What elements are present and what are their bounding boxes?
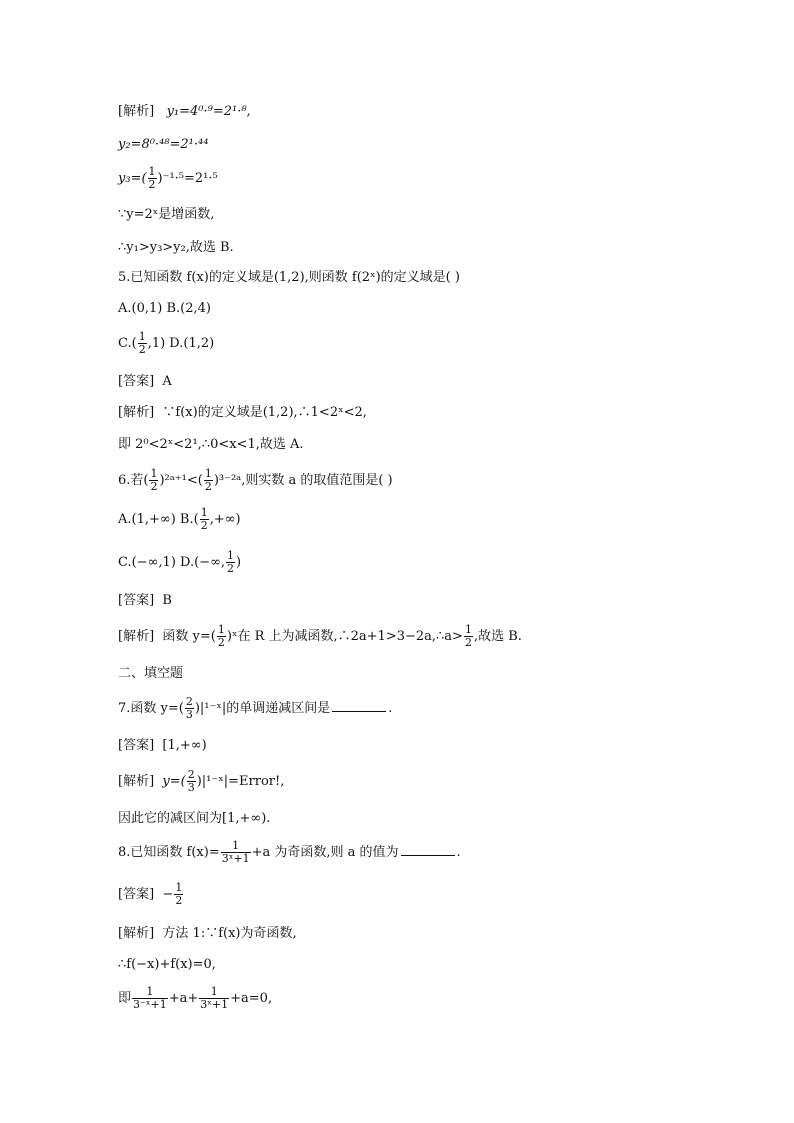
answer-line: [答案] [1,+∞) — [118, 738, 207, 753]
explanation-line: 因此它的减区间为[1,+∞). — [118, 811, 271, 826]
fraction: $\frac{1}{2}$ — [175, 881, 183, 907]
explanation-line: [解析] ∵f(x)的定义域是(1,2),∴1<2ˣ<2, — [118, 405, 367, 420]
math-line: ∵y=2ˣ是增函数, — [118, 207, 215, 222]
options-line: A.(1,+∞) B.( $\frac{1}{2}$ ,+∞) — [118, 506, 241, 532]
question-7: 7.函数 y=( $\frac{2}{3}$ )|¹⁻ˣ|的单调递减区间是 . — [118, 695, 393, 721]
question-8: 8.已知函数 f(x)= $\frac{1}{\text{3ˣ+1}}$ +a 为奇函数,则 a 的值为 . — [118, 839, 461, 865]
answer-line: [答案] B — [118, 593, 172, 608]
answer-blank — [332, 701, 386, 712]
explanation-line: [解析] 函数 y=( $\frac{1}{2}$ )ˣ在 R 上为减函数,∴2a+1>3−2a,∴a> $\frac{1}{2}$ ,故选 B. — [118, 623, 522, 649]
question-5: 5.已知函数 f(x)的定义域是(1,2),则函数 f(2ˣ)的定义域是( ) — [118, 270, 460, 285]
fraction: $\frac{1}{2}$ — [217, 623, 225, 649]
fraction: $\frac{1}{2}$ — [227, 549, 235, 575]
fraction: $\frac{1}{2}$ — [200, 506, 208, 532]
fraction: $\frac{1}{2}$ — [464, 623, 472, 649]
math-line: ∴y₁>y₃>y₂,故选 B. — [118, 240, 234, 255]
fraction: $\frac{1}{\text{3ˣ+1}}$ — [221, 839, 250, 865]
fraction: $\frac{1}{2}$ — [150, 467, 158, 493]
fraction: $\frac{1}{2}$ — [138, 330, 146, 356]
explanation-line: [解析] 方法 1:∵f(x)为奇函数, — [118, 926, 297, 941]
answer-line: [答案] A — [118, 374, 172, 389]
fraction: $\frac{1}{2}$ — [148, 165, 156, 191]
explanation-line: [解析] y=( $\frac{2}{3}$ )|¹⁻ˣ|=Error!, — [118, 768, 285, 794]
options-line: C.(−∞,1) D.(−∞, $\frac{1}{2}$ ) — [118, 549, 242, 575]
options-line: A.(0,1) B.(2,4) — [118, 301, 211, 316]
fraction: $\frac{2}{3}$ — [185, 695, 193, 721]
section-heading: 二、填空题 — [118, 666, 184, 681]
fraction: $\frac{1}{\text{3⁻ˣ+1}}$ — [133, 985, 167, 1011]
answer-line: [答案] − $\frac{1}{2}$ — [118, 881, 183, 907]
fraction: $\frac{1}{\text{3ˣ+1}}$ — [200, 985, 229, 1011]
options-line: C.( $\frac{1}{2}$ ,1) D.(1,2) — [118, 330, 215, 356]
explanation-line: ∴f(−x)+f(x)=0, — [118, 957, 216, 972]
explanation-line: 即 2⁰<2ˣ<2¹,∴0<x<1,故选 A. — [118, 437, 304, 452]
fraction: $\frac{2}{3}$ — [187, 768, 195, 794]
math-line: y₃=( $\frac{1}{2}$ )⁻¹·⁵=2¹·⁵ — [118, 165, 218, 191]
fraction: $\frac{1}{2}$ — [204, 467, 212, 493]
math-line: y₂=8⁰·⁴⁸=2¹·⁴⁴ — [118, 137, 209, 152]
question-6: 6.若( $\frac{1}{2}$ )²ᵃ⁺¹<( $\frac{1}{2}$ )³⁻²ᵃ,则实数 a 的取值范围是( ) — [118, 467, 393, 493]
answer-blank — [401, 845, 455, 856]
explanation-line: [解析] y₁=4⁰·⁹=2¹·⁸, — [118, 104, 251, 119]
explanation-line: 即 $\frac{1}{\text{3⁻ˣ+1}}$ +a+ $\frac{1}{\text{3ˣ+1}}$ +a=0, — [118, 985, 273, 1011]
